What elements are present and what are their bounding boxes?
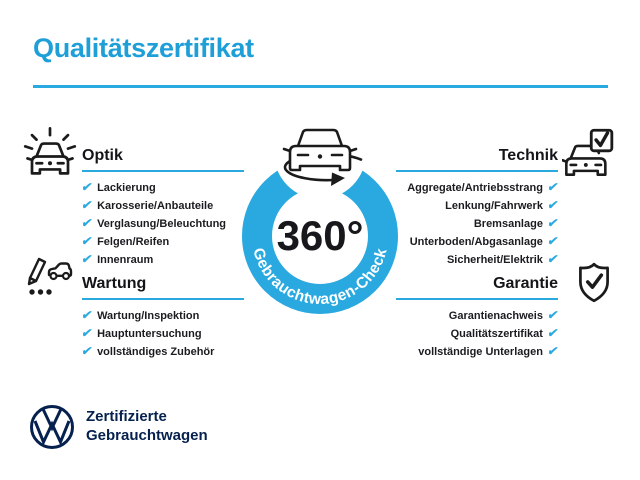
section-divider [396,298,558,300]
check-icon: ✔ [80,180,94,194]
list-item [396,180,558,194]
item-label: Karosserie/Anbauteile [97,200,214,212]
section-title-technik: Technik [498,147,558,164]
list-item [82,344,244,358]
list-item [82,326,244,340]
car-shine-icon [23,125,77,179]
brand-claim [86,407,208,445]
service-checklist-icon [25,256,73,302]
check-icon: ✔ [546,308,560,322]
vw-logo-icon [28,403,76,451]
check-icon: ✔ [546,216,560,230]
ring-arc-label: Gebrauchtwagen-Check [249,246,391,309]
item-label: Unterboden/Abgasanlage [409,236,543,248]
page-title: Qualitätszertifikat [33,33,254,63]
section-title-optik: Optik [82,147,123,164]
title-divider [33,85,608,88]
item-label: Sicherheit/Elektrik [446,254,543,266]
list-item [396,234,558,248]
item-label: Wartung/Inspektion [97,310,200,322]
check-icon: ✔ [546,180,560,194]
item-label: vollständige Unterlagen [418,346,543,358]
brand-claim-line1: Zertifizierte [86,408,167,425]
section-divider [82,170,244,172]
car-check-icon [562,128,614,178]
item-label: Felgen/Reifen [97,236,170,248]
list-item [396,252,558,266]
list-item [396,308,558,322]
item-label: Hauptuntersuchung [97,328,202,340]
list-item [82,252,244,266]
check-icon: ✔ [546,326,560,340]
list-item [396,326,558,340]
brand-claim-line2: Gebrauchtwagen [86,427,208,444]
check-icon: ✔ [80,344,94,358]
check-icon: ✔ [546,344,560,358]
section-divider [396,170,558,172]
check-icon: ✔ [546,252,560,266]
section-optik [82,147,244,266]
section-wartung [82,275,244,358]
list-item [82,198,244,212]
list-item [396,216,558,230]
section-title-garantie: Garantie [493,275,558,292]
check-icon: ✔ [80,308,94,322]
list-item [82,308,244,322]
check-icon: ✔ [546,234,560,248]
list-item [396,344,558,358]
section-technik [396,147,558,266]
item-label: vollständiges Zubehör [97,346,215,358]
list-item [82,216,244,230]
item-label: Lenkung/Fahrwerk [445,200,543,212]
check-icon: ✔ [80,198,94,212]
360-check-badge [218,112,422,337]
item-label: Qualitätszertifikat [450,328,543,340]
item-label: Aggregate/Antriebsstrang [407,182,543,194]
check-icon: ✔ [80,326,94,340]
list-item [82,180,244,194]
check-icon: ✔ [80,234,94,248]
list-item [82,234,244,248]
list-item [396,198,558,212]
item-label: Garantienachweis [448,310,543,322]
shield-check-icon [571,260,617,306]
item-label: Lackierung [97,182,156,194]
section-title-wartung: Wartung [82,275,147,292]
item-label: Bremsanlage [473,218,543,230]
check-icon: ✔ [546,198,560,212]
item-label: Verglasung/Beleuchtung [97,218,227,230]
check-icon: ✔ [80,252,94,266]
360-value: 360° [276,212,364,259]
check-icon: ✔ [80,216,94,230]
item-label: Innenraum [97,254,154,266]
section-garantie [396,275,558,358]
section-divider [82,298,244,300]
